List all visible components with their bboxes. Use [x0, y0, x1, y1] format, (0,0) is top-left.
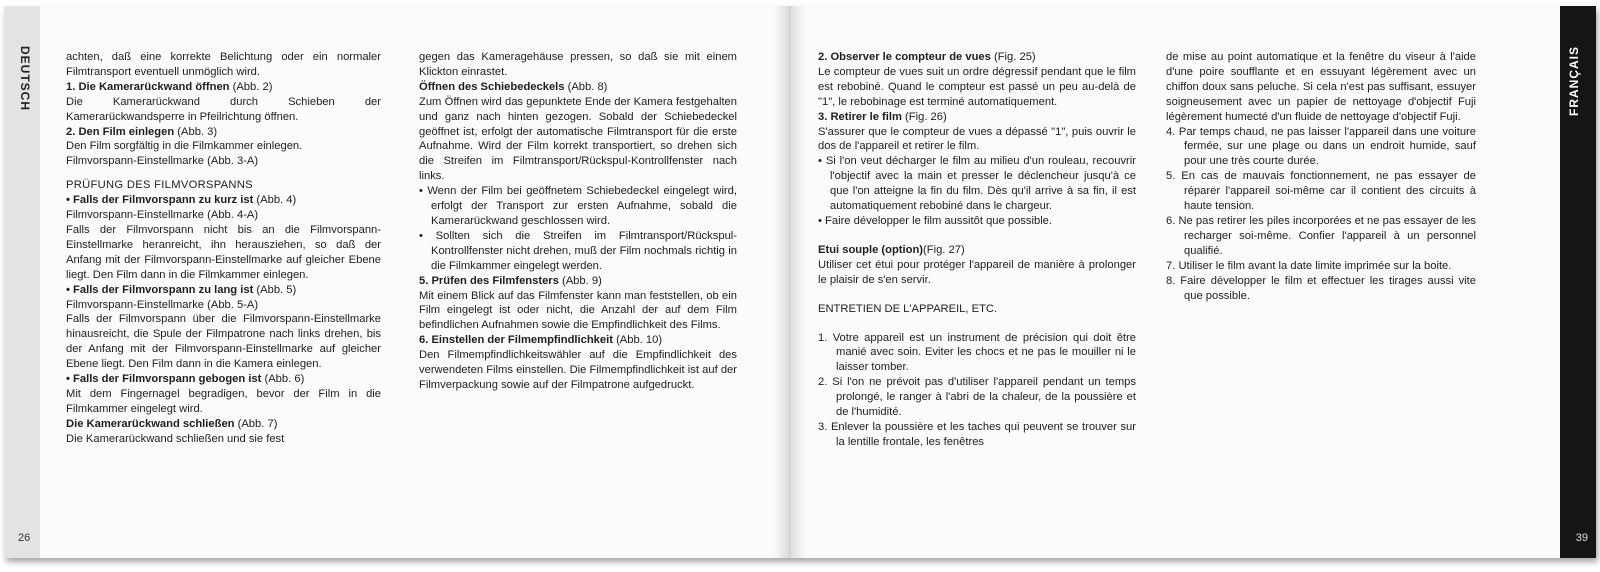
numbered-item: 2. Si l'on ne prévoit pas d'utiliser l'appareil pendant un temps prolongé, le ranger à l'abri de la chaleur, de la poussière et de l'humidité. — [818, 376, 1136, 419]
section-heading: ENTRETIEN DE L'APPAREIL, ETC. — [818, 302, 998, 315]
language-label-francais: FRANÇAIS — [1567, 46, 1581, 116]
language-side-tab — [4, 6, 40, 558]
heading: 6. Einstellen der Filmempfindlichkeit (Abb. 10) — [419, 334, 663, 347]
book-gutter — [774, 6, 806, 558]
text-column-2 — [419, 50, 737, 393]
paragraph: S'assurer que le compteur de vues a dépassé "1", puis ouvrir le dos de l'appareil et retirer le film. — [818, 125, 1136, 153]
heading: 1. Die Kamerarückwand öffnen (Abb. 2) — [66, 80, 273, 93]
numbered-item: 1. Votre appareil est un instrument de précision qui doit être manié avec soin. Eviter les chocs et ne pas le mouiller ni le laisser tomber. — [818, 331, 1136, 374]
language-side-tab — [1560, 6, 1596, 558]
bullet-heading: • Falls der Filmvorspann zu lang ist (Abb. 5) — [66, 283, 297, 296]
heading: Öffnen des Schiebedeckels (Abb. 8) — [419, 80, 608, 93]
heading: 2. Observer le compteur de vues (Fig. 25) — [818, 51, 1036, 63]
numbered-item: 5. En cas de mauvais fonctionnement, ne pas essayer de réparer l'appareil soi-même car il contient des circuits à haute tension. — [1166, 170, 1476, 213]
paragraph: Filmvorspann-Einstellmarke (Abb. 4-A) — [66, 209, 259, 222]
heading: Etui souple (option)(Fig. 27) — [818, 243, 965, 256]
heading: 2. Den Film einlegen (Abb. 3) — [66, 125, 218, 138]
paragraph: achten, daß eine korrekte Belichtung oder ein normaler Filmtransport eventuell unmöglich wird. — [66, 51, 381, 78]
text-column-3 — [818, 50, 1136, 450]
language-label-deutsch: DEUTSCH — [18, 46, 32, 112]
paragraph: Filmvorspann-Einstellmarke (Abb. 3-A) — [66, 155, 259, 168]
bullet-item: • Si l'on veut décharger le film au milieu d'un rouleau, recouvrir l'objectif avec la main et presser le déclencheur jusqu'à ce que l'on atteigne la fin du film. Dès qu'il arrive à sa fin, il est automatiquement rebobiné dans le chargeur. — [818, 155, 1136, 213]
bullet-item: • Sollten sich die Streifen im Filmtransport/Rückspul-Kontrollfenster nicht drehen, muß der Film nochmals richtig in die Filmkammer eingelegt werden. — [419, 229, 737, 272]
bullet-heading: • Falls der Filmvorspann zu kurz ist (Abb. 4) — [66, 194, 297, 207]
numbered-item: 8. Faire développer le film et effectuer les tirages aussi vite que possible. — [1166, 274, 1476, 302]
page-number: 39 — [1575, 532, 1588, 544]
paragraph: Filmvorspann-Einstellmarke (Abb. 5-A) — [66, 298, 259, 311]
left-page — [4, 6, 790, 558]
page-number: 26 — [18, 532, 31, 544]
right-page — [790, 6, 1596, 558]
heading: 3. Retirer le film (Fig. 26) — [818, 110, 947, 123]
bullet-item: • Faire développer le film aussitôt que possible. — [818, 214, 1053, 227]
paragraph: de mise au point automatique et la fenêtre du viseur à l'aide d'une poire soufflante et en essuyant légèrement avec un chiffon doux sans peluche. Si cela n'est pas suffisant, essuyer soigneusement avec un papier de nettoyage d'objectif Fuji légèrement humecté d'un fluide de nettoyage d'objectif Fuji. — [1166, 51, 1476, 123]
paragraph: Zum Öffnen wird das gepunktete Ende der Kamera festgehalten und ganz nach hinten gezogen. Sobald der Schiebedeckel geöffnet ist, erfolgt der automatische Filmtransport für die erste Aufnahme. Wird der Film korrekt transportiert, so drehen sich die Streifen im Filmtransport/Rückspul-Kontrollfenster nach links. — [419, 95, 737, 183]
paragraph: Den Film sorgfältig in die Filmkammer einlegen. — [66, 140, 303, 153]
manual-spread — [4, 6, 1596, 558]
bullet-item: • Wenn der Film bei geöffnetem Schiebedeckel eingelegt wird, erfolgt der Transport zur ersten Aufnahme, sobald die Kamerarückwand geschlossen wird. — [419, 185, 737, 227]
numbered-item: 3. Enlever la poussière et les taches qui peuvent se trouver sur la lentille frontale, les fenêtres — [818, 420, 1136, 448]
paragraph: Den Filmempfindlichkeitswähler auf die Empfindlichkeit des verwendeten Films einstellen. Die Filmempfindlichkeit ist auf der Filmverpackung sowie auf der Filmpatrone aufgedruckt. — [419, 349, 737, 391]
section-heading: PRÜFUNG DES FILMVORSPANNS — [66, 179, 253, 192]
numbered-item: 6. Ne pas retirer les piles incorporées et ne pas essayer de les recharger soi-même. Confier l'appareil à un personnel qualifié. — [1166, 214, 1476, 257]
paragraph: Die Kamerarückwand durch Schieben der Kamerarückwandsperre in Pfeilrichtung öffnen. — [66, 95, 381, 123]
paragraph: Mit dem Fingernagel begradigen, bevor der Film in die Filmkammer eingelegt wird. — [66, 387, 381, 415]
numbered-item: 7. Utiliser le film avant la date limite imprimée sur la boite. — [1166, 259, 1452, 272]
paragraph: Die Kamerarückwand schließen und sie fest — [66, 432, 285, 445]
heading: Die Kamerarückwand schließen (Abb. 7) — [66, 417, 278, 430]
text-column-4 — [1166, 50, 1476, 303]
paragraph: gegen das Kameragehäuse pressen, so daß sie mit einem Klickton einrastet. — [419, 51, 737, 78]
numbered-item: 4. Par temps chaud, ne pas laisser l'appareil dans une voiture fermée, sur une plage ou dans un endroit humide, sauf pour une très courte durée. — [1166, 125, 1476, 168]
text-column-1 — [66, 50, 381, 447]
paragraph: Le compteur de vues suit un ordre dégressif pendant que le film est rebobiné. Quand le compteur est passé un peu au-delà de "1", le rebobinage est terminé automatiquement. — [818, 65, 1136, 108]
heading: 5. Prüfen des Filmfensters (Abb. 9) — [419, 274, 602, 287]
bullet-heading: • Falls der Filmvorspann gebogen ist (Abb. 6) — [66, 373, 305, 386]
paragraph: Utiliser cet étui pour protéger l'appareil de manière à prolonger le plaisir de s'en servir. — [818, 258, 1136, 286]
paragraph: Mit einem Blick auf das Filmfenster kann man feststellen, ob ein Film eingelegt ist oder nicht, die Anzahl der auf dem Film befindlichen Aufnahmen sowie die Empfindlichkeit des Films. — [419, 289, 737, 332]
paragraph: Falls der Filmvorspann über die Filmvorspann-Einstellmarke hinausreicht, die Spule der Filmpatrone nach links drehen, bis der Anfang mit der Filmvorspann-Einstellmarke auf gleicher Ebene liegt. Den Film dann in die Kamera einlegen. — [66, 313, 381, 371]
paragraph: Falls der Filmvorspann nicht bis an die Filmvorspann-Einstellmarke heranreicht, ihn herausziehen, so daß der Anfang mit der Filmvorspann-Einstellmarke auf gleicher Ebene liegt. Den Film dann in die Filmkammer einlegen. — [66, 223, 381, 281]
